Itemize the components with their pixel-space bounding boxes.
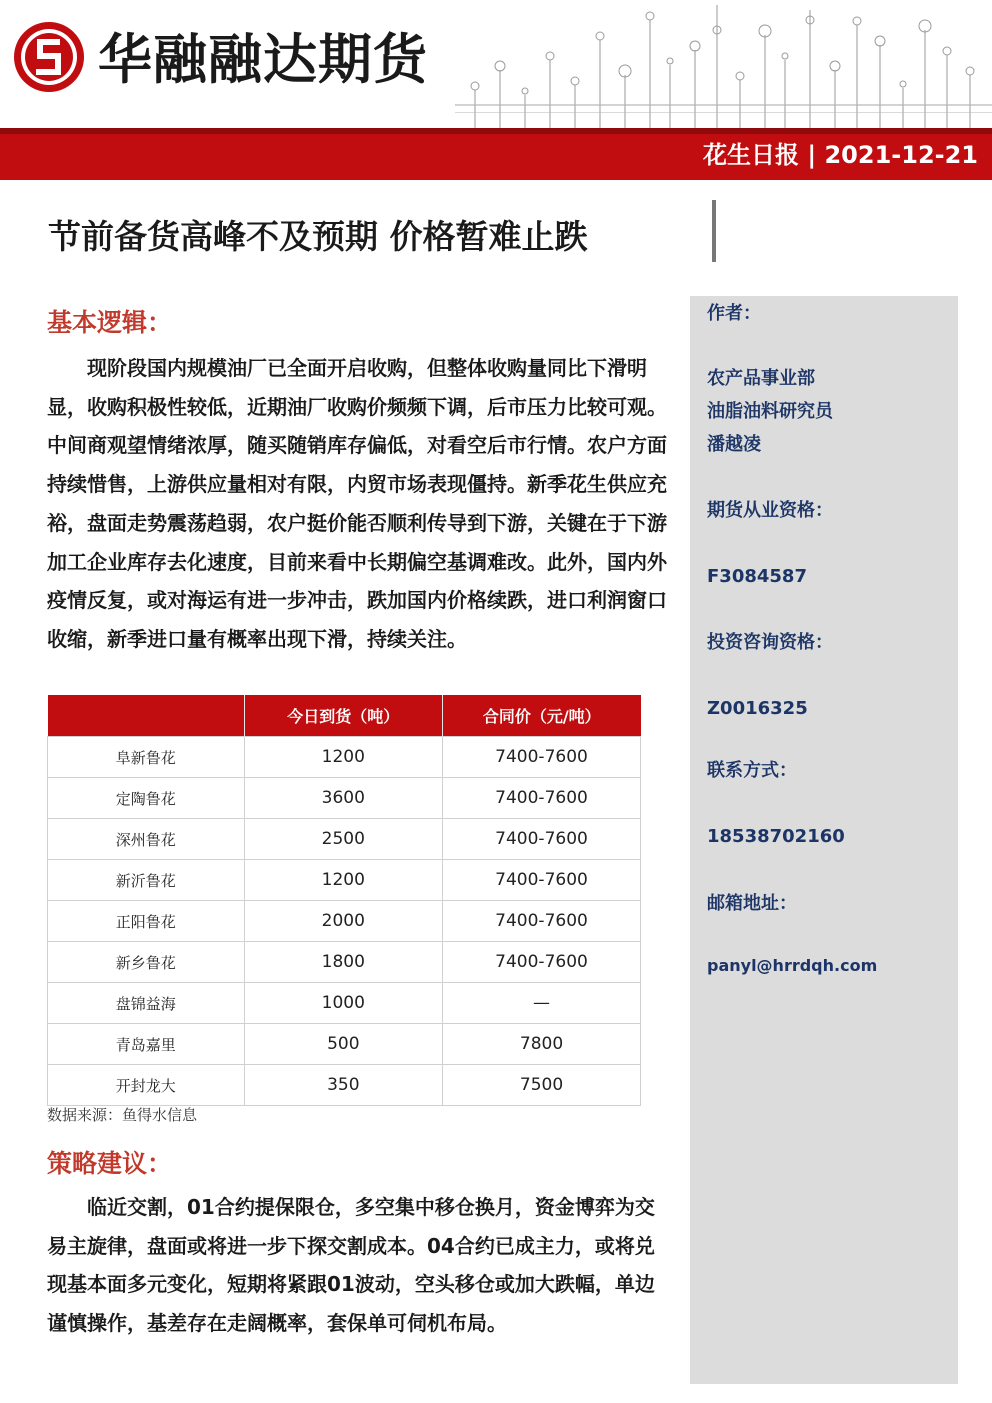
table-cell: 1200 bbox=[244, 737, 442, 778]
table-cell: 7400-7600 bbox=[443, 942, 641, 983]
invest-qual-value: Z0016325 bbox=[707, 698, 808, 719]
table-cell: 7500 bbox=[443, 1065, 641, 1106]
header-separator: | bbox=[799, 141, 825, 169]
table-cell: 阜新鲁花 bbox=[48, 737, 245, 778]
author-name: 潘越凌 bbox=[707, 434, 761, 455]
table-cell: 2500 bbox=[244, 819, 442, 860]
table-cell: 新沂鲁花 bbox=[48, 860, 245, 901]
table-cell: 7800 bbox=[443, 1024, 641, 1065]
table-row bbox=[48, 983, 641, 1024]
email-label: 邮箱地址： bbox=[707, 893, 797, 914]
table-row bbox=[48, 778, 641, 819]
data-source: 数据来源：鱼得水信息 bbox=[47, 1106, 198, 1124]
table-row bbox=[48, 1024, 641, 1065]
arrivals-table bbox=[47, 695, 641, 1106]
company-logo-icon bbox=[12, 20, 86, 94]
table-cell: 2000 bbox=[244, 901, 442, 942]
table-cell: 3600 bbox=[244, 778, 442, 819]
logic-paragraph bbox=[47, 349, 677, 659]
table-row bbox=[48, 901, 641, 942]
table-header-cell: 合同价（元/吨） bbox=[443, 695, 641, 737]
table-cell: 新乡鲁花 bbox=[48, 942, 245, 983]
author-dept: 农产品事业部 bbox=[707, 368, 815, 389]
report-type-date bbox=[703, 138, 978, 172]
table-cell: 7400-7600 bbox=[443, 737, 641, 778]
logic-heading: 基本逻辑： bbox=[47, 308, 173, 337]
table-cell: 开封龙大 bbox=[48, 1065, 245, 1106]
table-cell: 1000 bbox=[244, 983, 442, 1024]
table-cell: — bbox=[443, 983, 641, 1024]
table-cell: 7400-7600 bbox=[443, 860, 641, 901]
futures-qual-label: 期货从业资格： bbox=[707, 500, 833, 521]
author-label: 作者： bbox=[707, 303, 761, 324]
title-divider bbox=[712, 200, 716, 262]
table-cell: 7400-7600 bbox=[443, 778, 641, 819]
table-header-cell bbox=[48, 695, 245, 737]
contact-label: 联系方式： bbox=[707, 760, 797, 781]
report-date: 2021-12-21 bbox=[824, 141, 978, 169]
table-cell: 定陶鲁花 bbox=[48, 778, 245, 819]
table-cell: 350 bbox=[244, 1065, 442, 1106]
brand-name: 华融融达期货 bbox=[98, 27, 428, 91]
author-sidebar bbox=[690, 296, 958, 1384]
strategy-text: 临近交割，01合约提保限仓，多空集中移仓换月，资金博弈为交易主旋律，盘面或将进一步下探交割成本。04合约已成主力，或将兑现基本面多元变化，短期将紧跟01波动，空头移仓或加大跌幅，单边谨慎操作，基差存在走阔概率，套保单可伺机布局。 bbox=[47, 1195, 655, 1336]
decorative-pattern bbox=[455, 0, 992, 130]
table-header-row bbox=[48, 695, 641, 737]
table-row bbox=[48, 1065, 641, 1106]
email-address: panyl@hrrdqh.com bbox=[707, 956, 878, 975]
table-cell: 1200 bbox=[244, 860, 442, 901]
table-cell: 青岛嘉里 bbox=[48, 1024, 245, 1065]
table-cell: 1800 bbox=[244, 942, 442, 983]
table-cell: 500 bbox=[244, 1024, 442, 1065]
page-title: 节前备货高峰不及预期 价格暂难止跌 bbox=[48, 217, 588, 256]
phone-number: 18538702160 bbox=[707, 826, 845, 847]
table-row bbox=[48, 860, 641, 901]
table-row bbox=[48, 942, 641, 983]
table-row bbox=[48, 737, 641, 778]
invest-qual-label: 投资咨询资格： bbox=[707, 632, 833, 653]
report-type: 花生日报 bbox=[703, 141, 799, 169]
logic-text: 现阶段国内规模油厂已全面开启收购，但整体收购量同比下滑明显，收购积极性较低，近期油厂收购价频频下调，后市压力比较可观。中间商观望情绪浓厚，随买随销库存偏低，对看空后市行情。农户方面持续惜售，上游供应量相对有限，内贸市场表现僵持。新季花生供应充裕，盘面走势震荡趋弱，农户挺价能否顺利传导到下游，关键在于下游加工企业库存去化速度，目前来看中长期偏空基调难改。此外，国内外疫情反复，或对海运有进一步冲击，跌加国内价格续跌，进口利润窗口收缩，新季进口量有概率出现下滑，持续关注。 bbox=[47, 356, 667, 651]
strategy-heading: 策略建议： bbox=[47, 1149, 173, 1178]
table-cell: 7400-7600 bbox=[443, 901, 641, 942]
table-cell: 正阳鲁花 bbox=[48, 901, 245, 942]
table-cell: 深州鲁花 bbox=[48, 819, 245, 860]
table-row bbox=[48, 819, 641, 860]
table-header-cell: 今日到货（吨） bbox=[244, 695, 442, 737]
table-cell: 盘锦益海 bbox=[48, 983, 245, 1024]
author-team: 油脂油料研究员 bbox=[707, 401, 833, 422]
header-bar-shade bbox=[0, 128, 992, 134]
futures-qual-value: F3084587 bbox=[707, 566, 807, 587]
strategy-paragraph bbox=[47, 1188, 672, 1343]
table-cell: 7400-7600 bbox=[443, 819, 641, 860]
